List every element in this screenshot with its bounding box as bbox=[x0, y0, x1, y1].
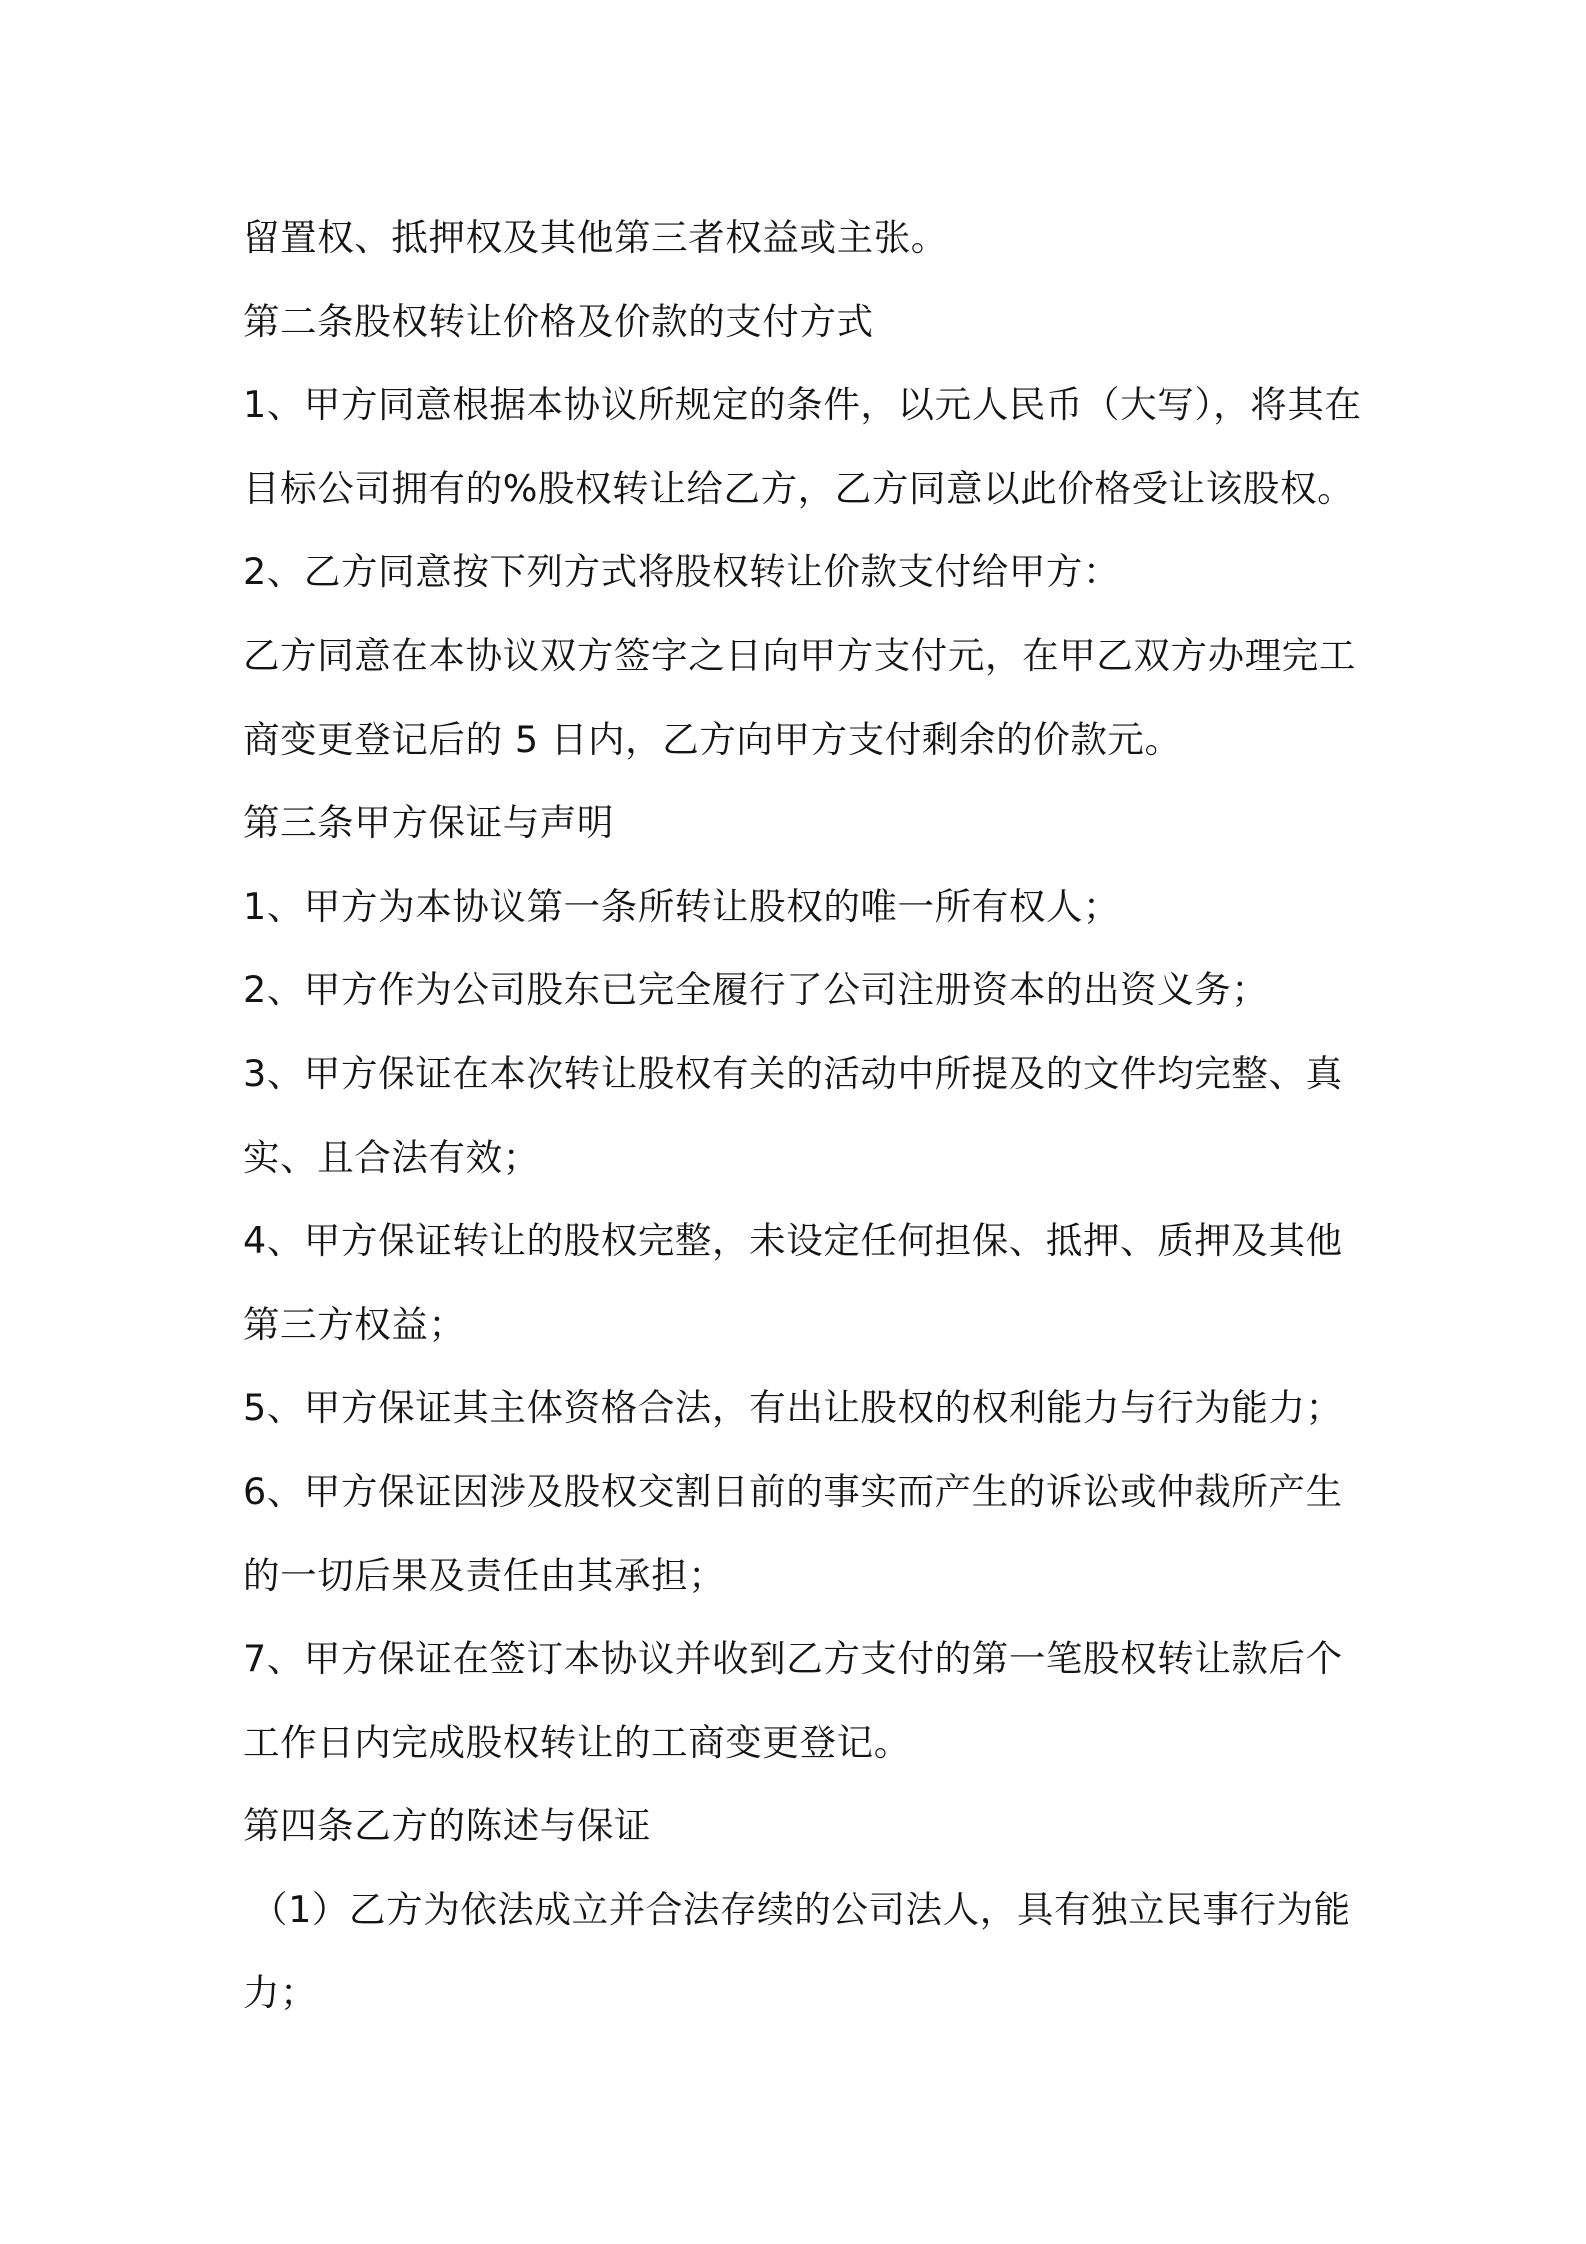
text-line-4-1a: （1）乙方为依法成立并合法存续的公司法人，具有独立民事行为能 bbox=[251, 1887, 1351, 1931]
text-line-2-1b: 目标公司拥有的%股权转让给乙方，乙方同意以此价格受让该股权。 bbox=[243, 466, 1355, 510]
text-line-clause1-end: 留置权、抵押权及其他第三者权益或主张。 bbox=[243, 216, 948, 259]
text-line-3-7b: 工作日内完成股权转让的工商变更登记。 bbox=[243, 1720, 911, 1764]
text-line-2-1a: 1、甲方同意根据本协议所规定的条件，以元人民币（大写），将其在 bbox=[243, 383, 1362, 427]
text-line-3-7a: 7、甲方保证在签订本协议并收到乙方支付的第一笔股权转让款后个 bbox=[243, 1637, 1343, 1681]
text-line-3-5: 5、甲方保证其主体资格合法，有出让股权的权利能力与行为能力； bbox=[243, 1386, 1343, 1430]
heading-article-3: 第三条甲方保证与声明 bbox=[243, 801, 614, 845]
text-line-3-4b: 第三方权益； bbox=[243, 1302, 466, 1346]
text-line-4-1b: 力； bbox=[243, 1971, 318, 2015]
text-line-2-2b: 商变更登记后的 5 日内，乙方向甲方支付剩余的价款元。 bbox=[243, 717, 1182, 761]
text-line-3-2: 2、甲方作为公司股东已完全履行了公司注册资本的出资义务； bbox=[243, 968, 1269, 1012]
text-line-3-3a: 3、甲方保证在本次转让股权有关的活动中所提及的文件均完整、真 bbox=[243, 1051, 1343, 1095]
heading-article-2: 第二条股权转让价格及价款的支付方式 bbox=[243, 299, 874, 343]
text-line-3-3b: 实、且合法有效； bbox=[243, 1135, 540, 1179]
heading-article-4: 第四条乙方的陈述与保证 bbox=[243, 1804, 652, 1848]
text-line-2-2a: 乙方同意在本协议双方签字之日向甲方支付元，在甲乙双方办理完工 bbox=[243, 633, 1356, 677]
text-line-3-1: 1、甲方为本协议第一条所转让股权的唯一所有权人； bbox=[243, 884, 1121, 928]
document-body bbox=[243, 196, 1363, 2035]
text-line-3-4a: 4、甲方保证转让的股权完整，未设定任何担保、抵押、质押及其他 bbox=[243, 1219, 1343, 1263]
text-line-2-2: 2、乙方同意按下列方式将股权转让价款支付给甲方： bbox=[243, 550, 1121, 594]
text-line-3-6b: 的一切后果及责任由其承担； bbox=[243, 1553, 726, 1597]
text-line-3-6a: 6、甲方保证因涉及股权交割日前的事实而产生的诉讼或仲裁所产生 bbox=[243, 1469, 1343, 1513]
